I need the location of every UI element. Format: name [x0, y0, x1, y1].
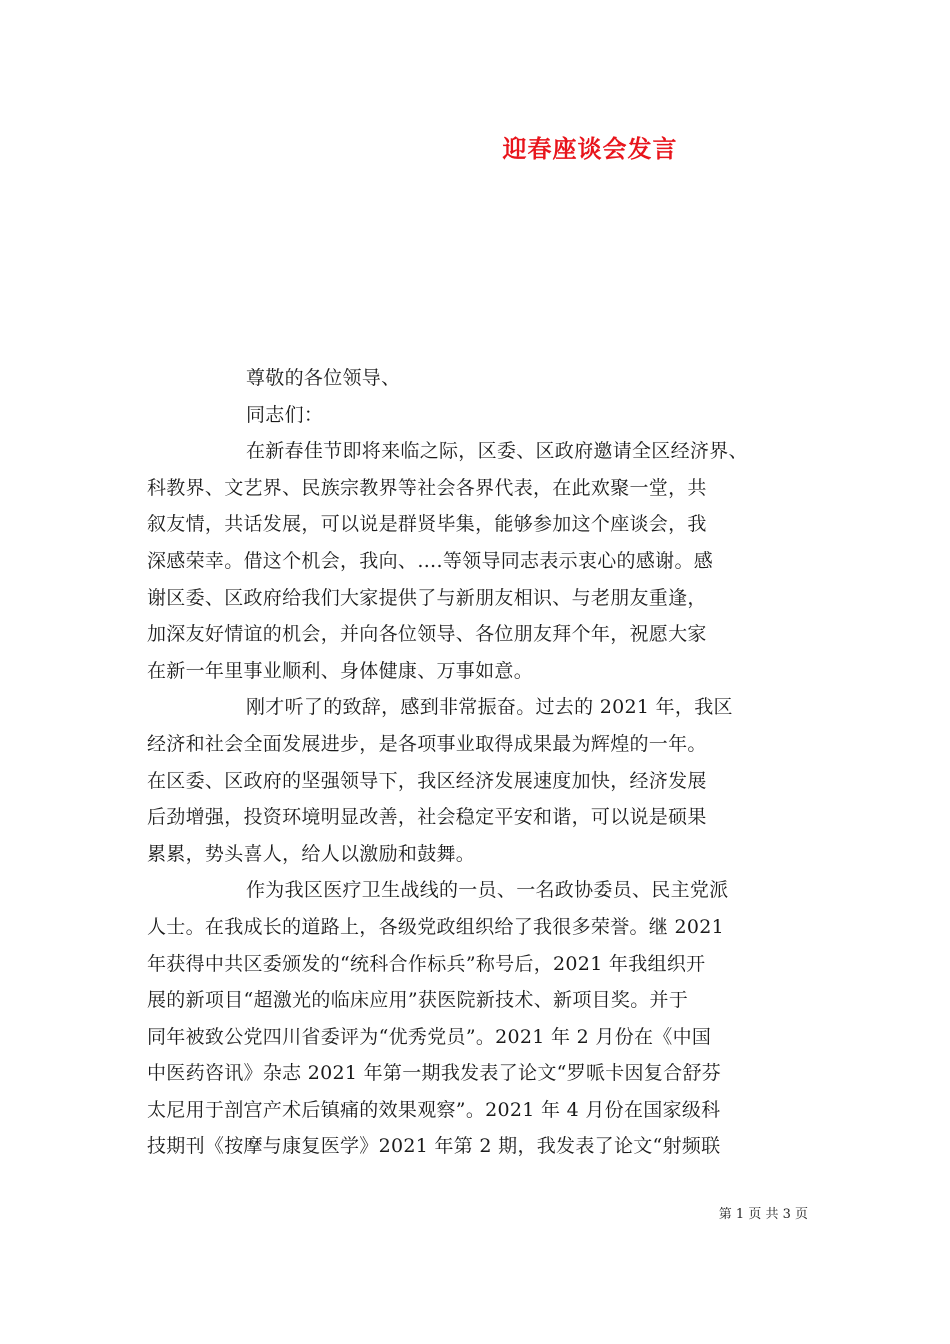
paragraph-2 [147, 689, 809, 872]
paragraph-1 [147, 433, 809, 689]
page-number: 第 1 页 共 3 页 [718, 1207, 808, 1222]
paragraph-line: 技期刊《按摩与康复医学》2021 年第 2 期，我发表了论文“射频联 [147, 1135, 721, 1158]
paragraph-line: 中医药咨讯》杂志 2021 年第一期我发表了论文“罗哌卡因复合舒芬 [147, 1062, 722, 1085]
paragraph-line: 在新春佳节即将来临之际，区委、区政府邀请全区经济界、 [246, 440, 748, 463]
paragraph-line: 科教界、文艺界、民族宗教界等社会各界代表，在此欢聚一堂，共 [147, 476, 707, 499]
paragraph-line: 作为我区医疗卫生战线的一员、一名政协委员、民主党派 [246, 879, 729, 902]
paragraph-line: 同年被致公党四川省委评为“优秀党员”。2021 年 2 月份在《中国 [147, 1025, 712, 1048]
document-body [147, 360, 809, 1165]
paragraph-line: 在区委、区政府的坚强领导下，我区经济发展速度加快，经济发展 [147, 769, 707, 792]
paragraph-line: 年获得中共区委颁发的“统科合作标兵”称号后，2021 年我组织开 [147, 952, 706, 975]
salutation-line: 同志们： [246, 403, 324, 426]
paragraph-line: 太尼用于剖宫产术后镇痛的效果观察”。2021 年 4 月份在国家级科 [147, 1098, 721, 1121]
paragraph-line: 经济和社会全面发展进步，是各项事业取得成果最为辉煌的一年。 [147, 732, 707, 755]
paragraph-line: 累累，势头喜人，给人以激励和鼓舞。 [147, 842, 476, 865]
paragraph-line: 在新一年里事业顺利、身体健康、万事如意。 [147, 659, 534, 682]
paragraph-line: 后劲增强，投资环境明显改善，社会稳定平安和谐，可以说是硕果 [147, 806, 707, 829]
salutation-line: 尊敬的各位领导、 [246, 367, 401, 389]
paragraph-line: 深感荣幸。借这个机会，我向、….等领导同志表示衷心的感谢。感 [147, 549, 714, 572]
paragraph-line: 展的新项目“超激光的临床应用”获医院新技术、新项目奖。并于 [147, 989, 689, 1012]
paragraph-3 [147, 872, 809, 1165]
paragraph-line: 加深友好情谊的机会，并向各位领导、各位朋友拜个年，祝愿大家 [147, 623, 707, 646]
paragraph-line: 刚才听了的致辞，感到非常振奋。过去的 2021 年，我区 [246, 696, 733, 719]
paragraph-line: 谢区委、区政府给我们大家提供了与新朋友相识、与老朋友重逢， [147, 586, 707, 609]
paragraph-line: 人士。在我成长的道路上，各级党政组织给了我很多荣誉。继 2021 [147, 915, 724, 938]
paragraph-line: 叙友情，共话发展，可以说是群贤毕集，能够参加这个座谈会，我 [147, 513, 707, 536]
page-title: 迎春座谈会发言 [502, 134, 678, 163]
